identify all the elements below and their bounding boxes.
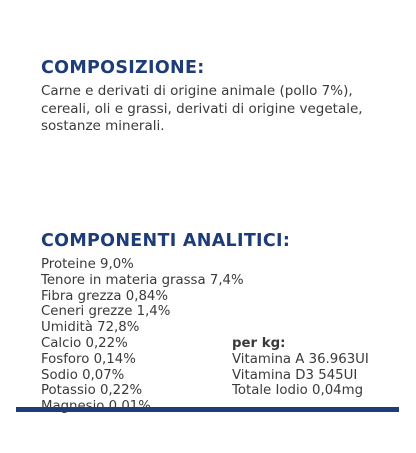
component-item: Ceneri grezze 1,4%	[41, 304, 171, 320]
bottom-divider	[16, 407, 399, 412]
vitamin-item: Vitamina D3 545UI	[232, 367, 358, 383]
component-item: Proteine 9,0%	[41, 257, 134, 272]
composition-heading: COMPOSIZIONE:	[41, 58, 205, 78]
component-item: Fosforo 0,14%	[41, 351, 136, 367]
component-item: Potassio 0,22%	[41, 383, 143, 399]
component-item: Calcio 0,22%	[41, 335, 128, 351]
composition-text: Carne e derivati di origine animale (pollo 7%), cereali, oli e grassi, derivati di origine vegetale, sostanze minerali.	[41, 83, 363, 134]
vitamin-item: Vitamina A 36.963UI	[232, 351, 369, 367]
per-kg-label: per kg:	[232, 336, 286, 351]
component-item: Tenore in materia grassa 7,4%	[41, 272, 244, 288]
per-kg-list	[232, 336, 369, 399]
analytical-components-heading: COMPONENTI ANALITICI:	[41, 231, 291, 251]
analytical-components-list	[41, 257, 244, 415]
component-item: Umidità 72,8%	[41, 320, 140, 336]
vitamin-item: Totale Iodio 0,04mg	[232, 383, 364, 399]
component-item: Sodio 0,07%	[41, 367, 125, 383]
component-item: Fibra grezza 0,84%	[41, 288, 169, 304]
